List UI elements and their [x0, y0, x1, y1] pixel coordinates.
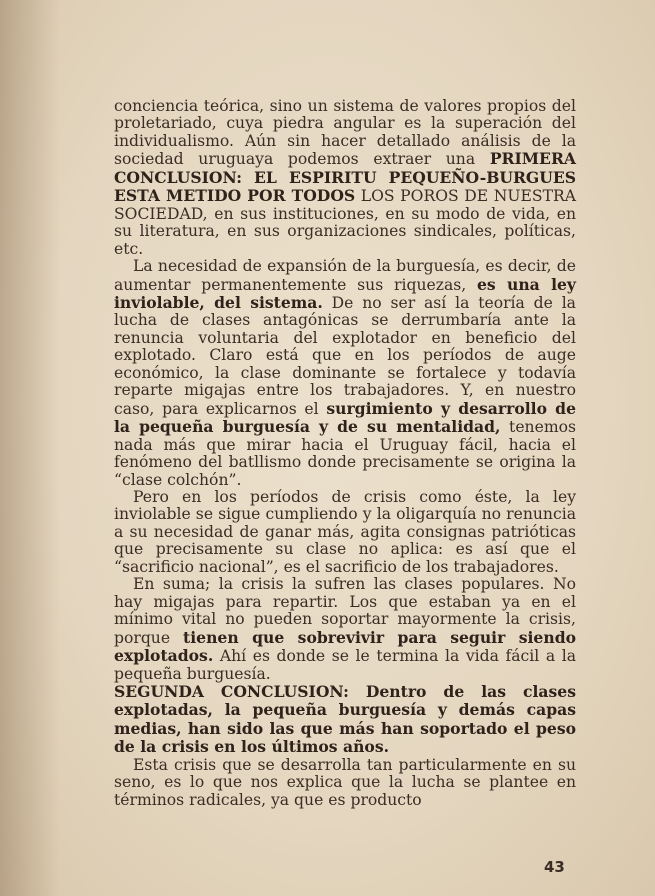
text-run: LOS POROS DE NUESTRA SOCIEDAD, en sus instituciones, en su modo de vida, en su literatura, en sus organizaciones sindicales, políticas, etc. — [114, 187, 576, 258]
bold-run: es una ley inviolable, del sistema. — [114, 274, 576, 312]
text-run: Esta crisis que se desarrolla tan particularmente en su seno, es lo que nos explica que la lucha se plantee en términos radicales, ya que es producto — [114, 755, 576, 809]
text-run: De no ser así la teoría de la lucha de clases antagónicas se derrumbaría ante la renuncia voluntaria del explotador en beneficio del explotado. Claro está que en los períodos de auge económico, la clase dominante se fortalece y todavía reparte migajas entre los trabajadores. Y, en nuestro caso, para explicarnos el — [114, 293, 576, 418]
conclusion-paragraph — [114, 683, 576, 757]
bold-run: tienen que sobrevivir para seguir siendo explotados. — [114, 627, 576, 666]
paragraph — [114, 98, 576, 258]
bold-run: PRIMERA CONCLUSION: EL ESPIRITU PEQUEÑO-BURGUES ESTA METIDO POR TODOS — [114, 149, 576, 206]
body-text — [114, 98, 576, 809]
text-run: En suma; la crisis la sufren las clases populares. No hay migajas para repartir. Los que estaban ya en el mínimo vital no pueden soportar mayormente la crisis, porque — [114, 575, 576, 647]
paragraph — [114, 576, 576, 683]
text-run: tenemos nada más que mirar hacia el Uruguay fácil, hacia el fenómeno del batllismo donde precisamente se origina la “clase colchón”. — [114, 418, 576, 489]
paragraph — [114, 757, 576, 809]
page-number: 43 — [544, 858, 565, 876]
text-run: Ahí es donde se le termina la vida fácil a la pequeña burguesía. — [114, 647, 576, 683]
text-run: La necesidad de expansión de la burguesía, es decir, de aumentar permanentemente sus riquezas, — [114, 257, 576, 294]
paragraph — [114, 258, 576, 489]
bold-run: surgimiento y desarrollo de la pequeña burguesía y de su mentalidad, — [114, 398, 576, 437]
text-run: conciencia teórica, sino un sistema de valores propios del proletariado, cuya piedra angular es la superación del individualismo. Aún sin hacer detallado análisis de la sociedad uruguaya podemos extraer una — [114, 97, 576, 169]
bold-run: SEGUNDA CONCLUSION: Dentro de las clases explotadas, la pequeña burguesía y demás capas medias, han sido las que más han soportado el peso de la crisis en los últimos años. — [114, 681, 576, 757]
spine-shadow — [0, 0, 60, 896]
text-run: Pero en los períodos de crisis como éste, la ley inviolable se sigue cumpliendo y la oligarquía no renuncia a su necesidad de ganar más, agita consignas patrióticas que precisamente su clase no aplica: es así que el “sacrificio nacional”, es el sacrificio de los trabajadores. — [114, 487, 576, 576]
paragraph — [114, 489, 576, 576]
